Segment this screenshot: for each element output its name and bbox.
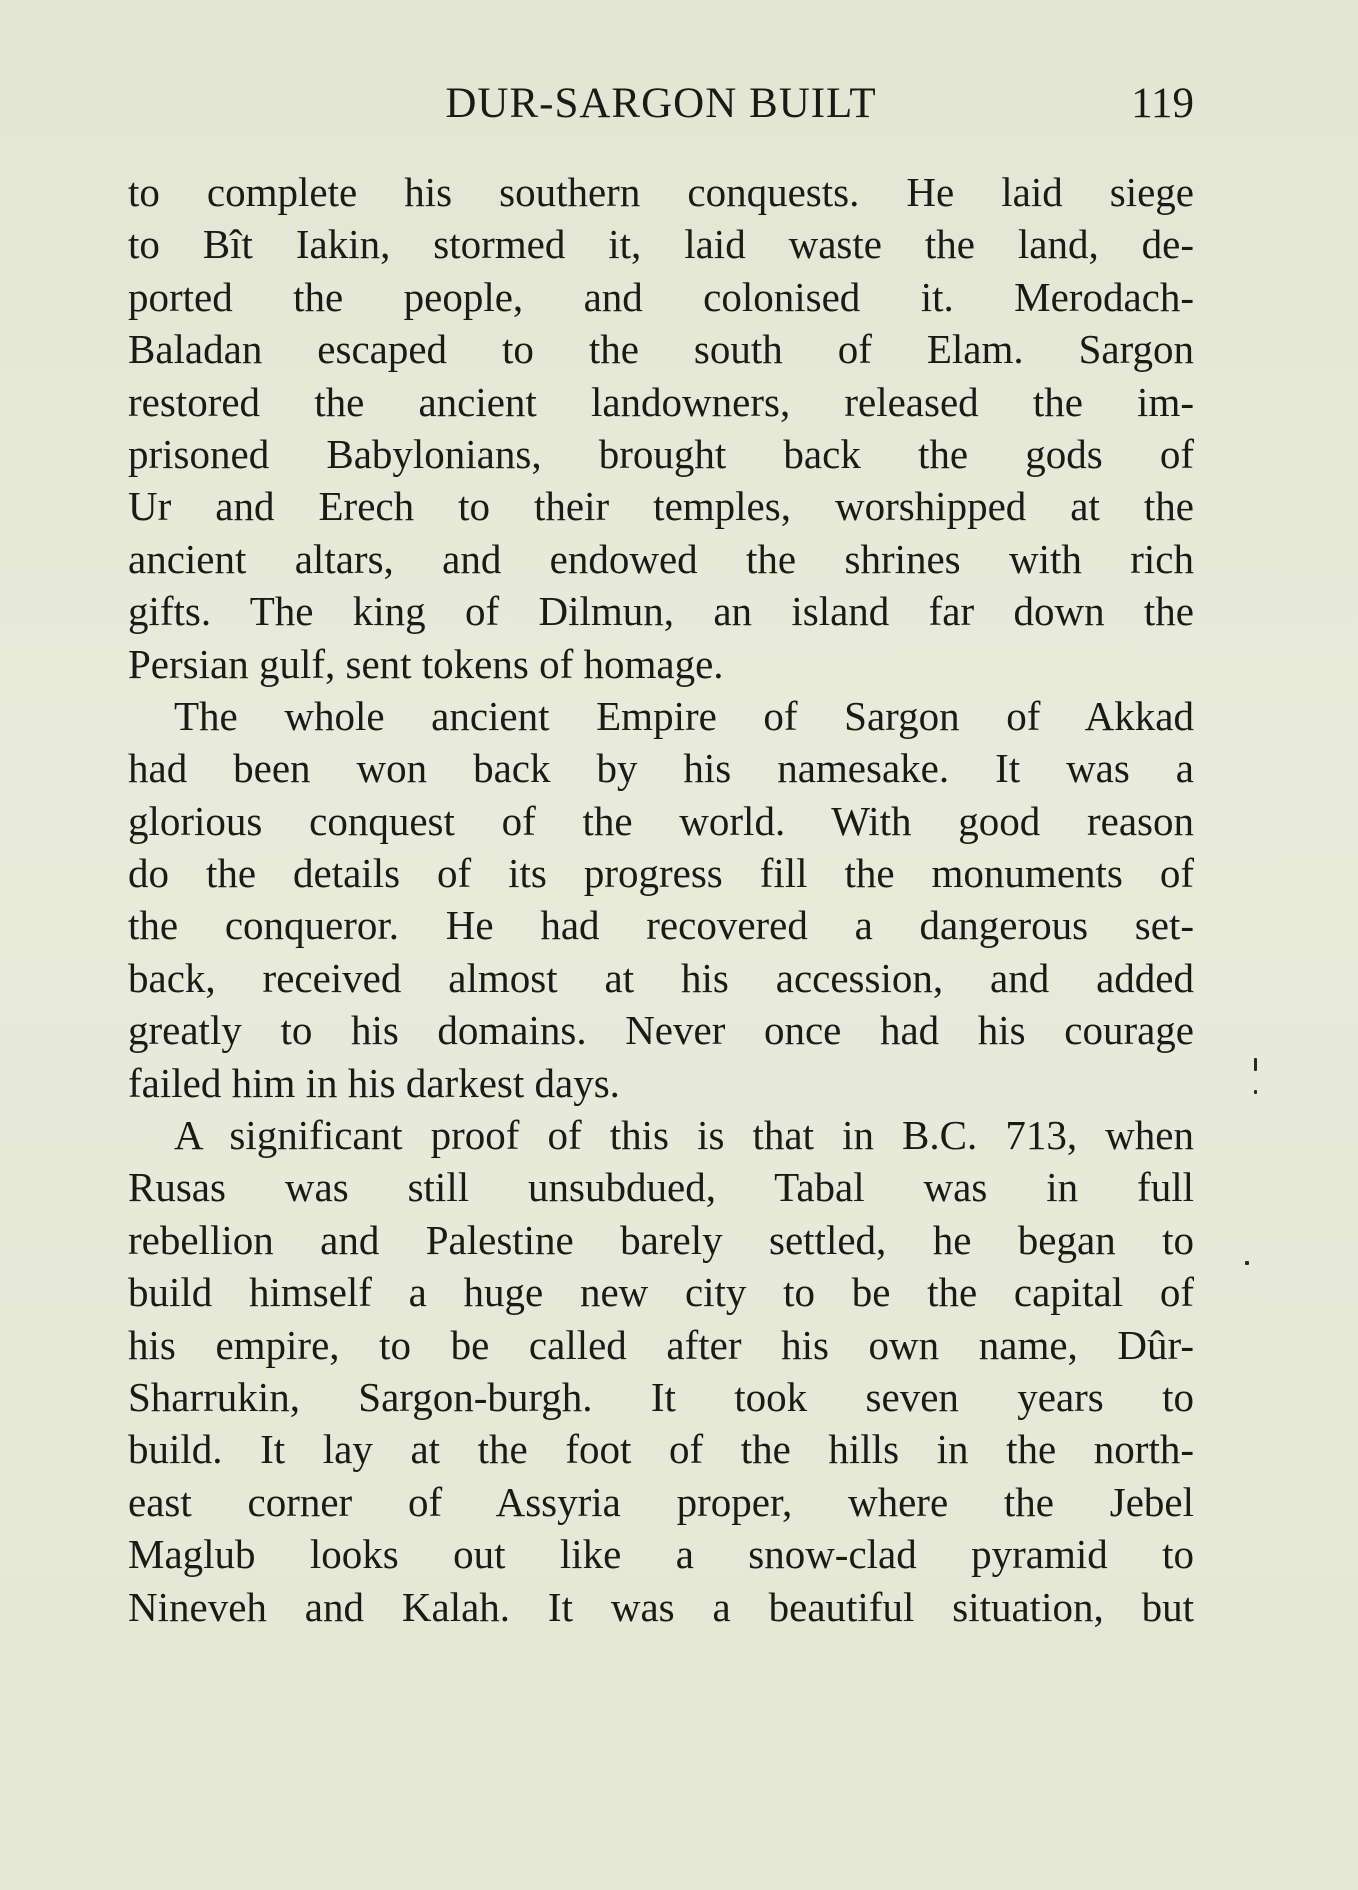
text-line: Rusas was still unsubdued, Tabal was in full xyxy=(128,1164,1194,1211)
text-line: greatly to his domains. Never once had his courage xyxy=(128,1007,1194,1054)
margin-speck xyxy=(1245,1261,1249,1265)
page-number: 119 xyxy=(1131,80,1194,127)
text-line: his empire, to be called after his own name, Dûr- xyxy=(128,1321,1194,1368)
text-line: Sharrukin, Sargon-burgh. It took seven years to xyxy=(128,1373,1194,1420)
text-line: east corner of Assyria proper, where the Jebel xyxy=(128,1478,1194,1525)
text-line: Ur and Erech to their temples, worshipped at the xyxy=(128,483,1194,530)
text-line: restored the ancient landowners, released the im- xyxy=(128,378,1194,425)
text-line: the conqueror. He had recovered a dangerous set- xyxy=(128,902,1194,949)
text-line: ported the people, and colonised it. Merodach- xyxy=(128,273,1194,320)
text-line: gifts. The king of Dilmun, an island far down the xyxy=(128,588,1194,635)
text-line: to complete his southern conquests. He laid siege xyxy=(128,169,1194,215)
text-line: back, received almost at his accession, and added xyxy=(128,954,1194,1001)
text-line: rebellion and Palestine barely settled, he began to xyxy=(128,1216,1194,1263)
running-head xyxy=(128,78,1194,130)
paragraph-start-line: A significant proof of this is that in B.C. 713, when xyxy=(174,1112,1194,1159)
text-line: prisoned Babylonians, brought back the gods of xyxy=(128,430,1194,477)
text-line: Maglub looks out like a snow-clad pyramid to xyxy=(128,1531,1194,1578)
margin-speck xyxy=(1254,1090,1257,1094)
paragraph-end-line: failed him in his darkest days. xyxy=(128,1059,620,1106)
text-line: ancient altars, and endowed the shrines with rich xyxy=(128,535,1194,582)
text-line: Nineveh and Kalah. It was a beautiful situation, but xyxy=(128,1583,1194,1630)
text-line: build. It lay at the foot of the hills in the north- xyxy=(128,1426,1194,1473)
text-line: had been won back by his namesake. It was a xyxy=(128,745,1194,792)
body-text xyxy=(128,166,1194,1633)
text-line: glorious conquest of the world. With good reason xyxy=(128,797,1194,844)
paragraph-end-line: Persian gulf, sent tokens of homage. xyxy=(128,640,724,687)
text-line: to Bît Iakin, stormed it, laid waste the land, de- xyxy=(128,221,1194,268)
paragraph-start-line: The whole ancient Empire of Sargon of Akkad xyxy=(174,692,1194,739)
text-line: build himself a huge new city to be the capital of xyxy=(128,1269,1194,1316)
running-title: DUR-SARGON BUILT xyxy=(445,80,877,127)
text-line: Baladan escaped to the south of Elam. Sargon xyxy=(128,326,1194,373)
text-line: do the details of its progress fill the monuments of xyxy=(128,850,1194,897)
margin-speck xyxy=(1254,1058,1257,1071)
